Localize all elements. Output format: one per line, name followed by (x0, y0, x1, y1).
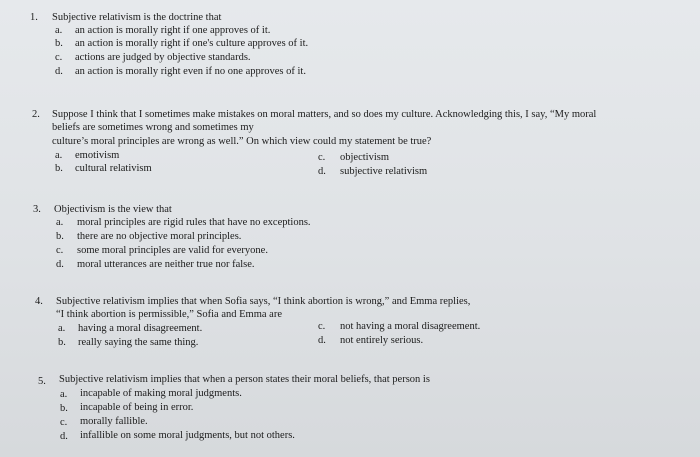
option-label: b. (58, 337, 66, 348)
option-label: a. (55, 25, 63, 36)
option-text: really saying the same thing. (78, 337, 199, 348)
question-stem: Subjective relativism is the doctrine that (52, 12, 222, 23)
option-label: d. (318, 335, 326, 346)
option-text: an action is morally right if one approves of it. (75, 25, 271, 36)
option-label: a. (55, 150, 63, 161)
question-number: 1. (30, 12, 38, 23)
question-number: 4. (35, 296, 43, 307)
option-label: d. (60, 431, 68, 442)
option-text: an action is morally right if one's culture approves of it. (75, 38, 309, 49)
option-text: objectivism (340, 152, 389, 163)
option-text: emotivism (75, 150, 120, 161)
option-label: c. (55, 52, 63, 63)
option-text: incapable of being in error. (80, 402, 194, 413)
option-text: morally fallible. (80, 416, 148, 427)
question-stem: Subjective relativism implies that when Sofia says, “I think abortion is wrong,” and Emma replies, (56, 296, 471, 307)
option-text: an action is morally right even if no one approves of it. (75, 66, 306, 77)
option-text: moral principles are rigid rules that have no exceptions. (77, 217, 311, 228)
option-text: infallible on some moral judgments, but not others. (80, 430, 295, 441)
option-label: d. (55, 66, 63, 77)
option-label: d. (318, 166, 326, 177)
option-label: c. (318, 152, 326, 163)
option-text: incapable of making moral judgments. (80, 388, 242, 399)
question-number: 2. (32, 109, 40, 120)
option-label: b. (55, 38, 63, 49)
option-label: c. (60, 417, 68, 428)
option-label: c. (318, 321, 326, 332)
option-text: not having a moral disagreement. (340, 321, 481, 332)
option-text: cultural relativism (75, 163, 152, 174)
option-text: not entirely serious. (340, 335, 424, 346)
question-stem: beliefs are sometimes wrong and sometimes my (52, 122, 254, 133)
option-text: some moral principles are valid for everyone. (77, 245, 268, 256)
question-number: 5. (38, 376, 46, 387)
question-stem: “I think abortion is permissible,” Sofia and Emma are (56, 309, 282, 320)
question-stem: Subjective relativism implies that when a person states their moral beliefs, that person is (59, 374, 430, 385)
option-label: d. (56, 259, 64, 270)
option-label: b. (56, 231, 64, 242)
question-number: 3. (33, 204, 41, 215)
option-text: actions are judged by objective standards. (75, 52, 251, 63)
option-label: a. (56, 217, 64, 228)
option-label: b. (60, 403, 68, 414)
option-label: c. (56, 245, 64, 256)
question-stem: Objectivism is the view that (54, 204, 172, 215)
option-text: having a moral disagreement. (78, 323, 203, 334)
question-stem: Suppose I think that I sometimes make mistakes on moral matters, and so does my culture. Acknowledging this, I say, “My moral (52, 109, 597, 120)
option-label: a. (60, 389, 68, 400)
option-label: b. (55, 163, 63, 174)
option-text: there are no objective moral principles. (77, 231, 242, 242)
option-label: a. (58, 323, 66, 334)
option-text: moral utterances are neither true nor false. (77, 259, 255, 270)
question-stem: culture’s moral principles are wrong as well.” On which view could my statement be true? (52, 136, 432, 147)
option-text: subjective relativism (340, 166, 428, 177)
